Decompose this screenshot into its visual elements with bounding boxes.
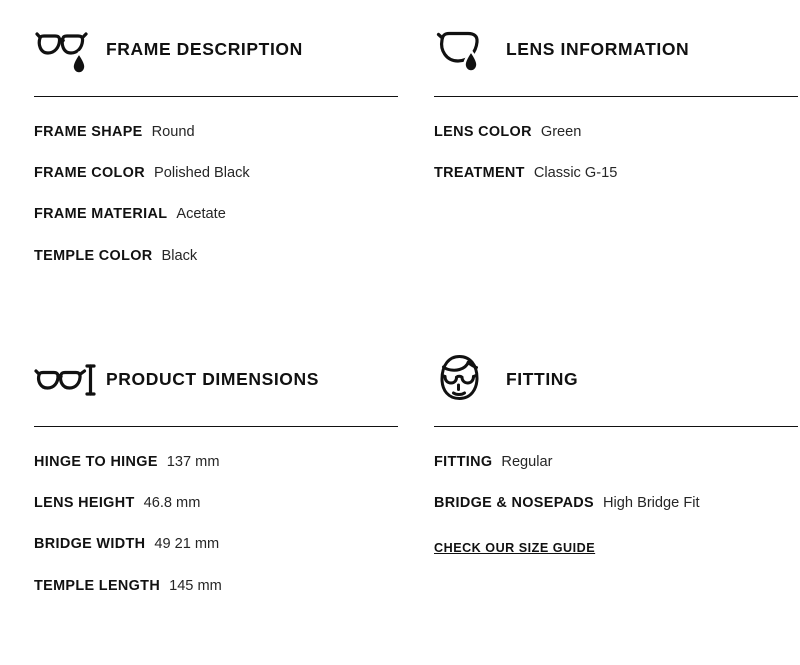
size-guide-link[interactable]: CHECK OUR SIZE GUIDE — [434, 541, 596, 556]
panel-title: LENS INFORMATION — [506, 38, 690, 59]
spec-row — [434, 164, 798, 182]
panel-header — [30, 340, 402, 418]
spec-value: Acetate — [176, 206, 226, 223]
spec-value: Black — [161, 247, 198, 264]
spec-label: FRAME MATERIAL — [34, 206, 168, 223]
spec-list — [430, 97, 800, 182]
spec-value: 46.8 mm — [143, 495, 201, 512]
spec-row — [34, 535, 398, 553]
spec-label: TEMPLE LENGTH — [34, 577, 161, 594]
spec-label: TREATMENT — [434, 165, 525, 182]
spec-row — [434, 494, 798, 512]
spec-label: BRIDGE & NOSEPADS — [434, 495, 595, 512]
panel-lens-information — [430, 10, 800, 340]
panel-header — [430, 10, 800, 88]
spec-label: FITTING — [434, 454, 493, 470]
spec-label: BRIDGE WIDTH — [34, 536, 146, 553]
spec-label: HINGE TO HINGE — [34, 454, 158, 470]
spec-value: Regular — [501, 454, 553, 470]
lens-drop-icon — [434, 20, 500, 78]
sunglasses-drop-icon — [34, 20, 100, 78]
panel-title: FITTING — [506, 368, 579, 389]
spec-list — [430, 427, 800, 557]
spec-list — [30, 427, 402, 595]
spec-value: Green — [540, 124, 582, 140]
panel-title: FRAME DESCRIPTION — [106, 38, 303, 59]
panel-title: PRODUCT DIMENSIONS — [106, 368, 320, 389]
panel-fitting — [430, 340, 800, 660]
spec-row — [34, 577, 398, 595]
spec-value: Round — [151, 124, 195, 140]
panel-frame-description — [30, 10, 402, 340]
spec-row — [434, 123, 798, 141]
face-glasses-icon — [434, 351, 500, 407]
spec-value: 145 mm — [169, 577, 222, 594]
spec-row — [434, 453, 798, 471]
spec-row — [34, 494, 398, 512]
spec-row — [34, 453, 398, 471]
spec-label: FRAME COLOR — [34, 165, 145, 182]
panel-header — [30, 10, 402, 88]
spec-value: 49 21 mm — [154, 536, 220, 553]
spec-value: High Bridge Fit — [603, 495, 700, 512]
spec-list — [30, 97, 402, 265]
spec-label: TEMPLE COLOR — [34, 247, 153, 264]
spec-label: LENS COLOR — [434, 124, 532, 140]
spec-value: 137 mm — [166, 454, 220, 470]
spec-label: LENS HEIGHT — [34, 495, 135, 512]
glasses-measure-icon — [34, 353, 100, 405]
spec-label: FRAME SHAPE — [34, 124, 143, 140]
spec-row — [34, 247, 398, 265]
spec-row — [34, 205, 398, 223]
spec-value: Classic G-15 — [533, 165, 618, 182]
spec-panel-grid — [30, 10, 770, 660]
spec-value: Polished Black — [153, 165, 250, 182]
panel-header — [430, 340, 800, 418]
spec-row — [34, 164, 398, 182]
panel-product-dimensions — [30, 340, 402, 660]
spec-row — [34, 123, 398, 141]
